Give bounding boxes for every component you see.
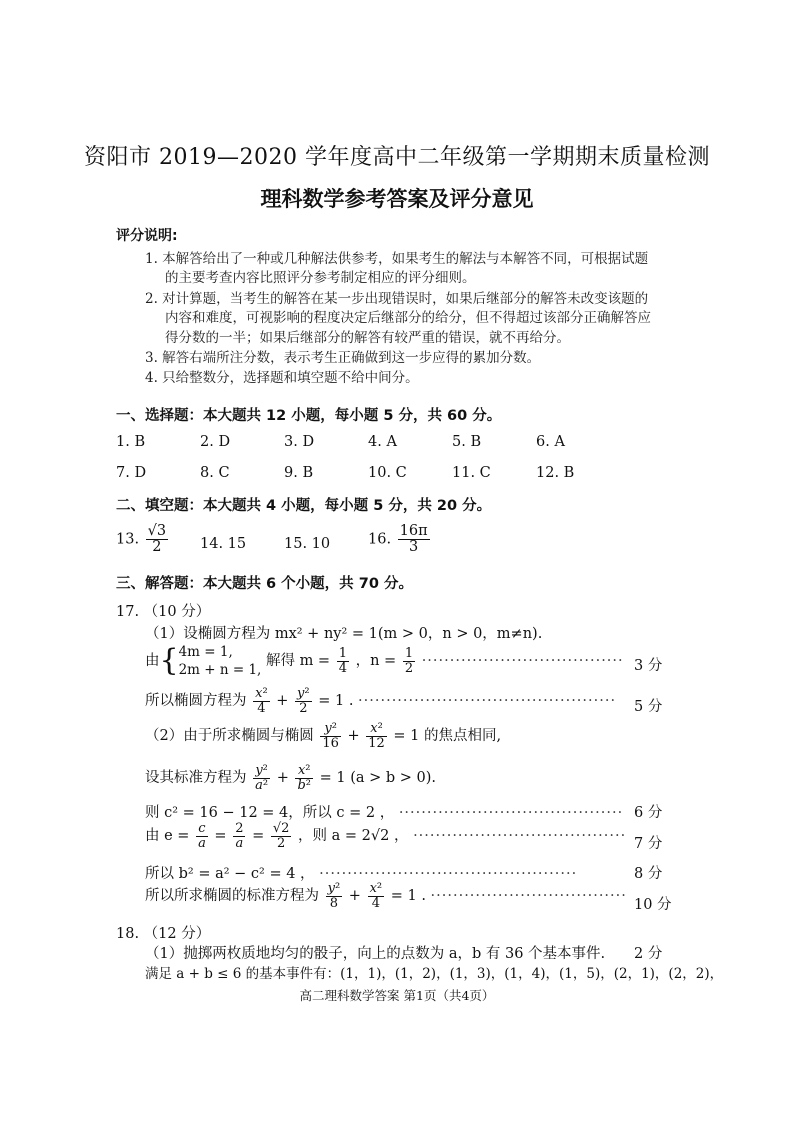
score-mark: 6 分	[634, 805, 663, 821]
choice-answer: 6. A	[536, 434, 565, 450]
q17-heading: 17. （10 分）	[116, 604, 211, 620]
note-line: 4. 只给整数分，选择题和填空题不给中间分。	[145, 370, 419, 386]
q17-line: 所以 b² = a² − c² = 4 ， ··············································	[145, 866, 578, 882]
note-line: 的主要考查内容比照评分参考制定相应的评分细则。	[165, 270, 476, 286]
score-mark: 2 分	[634, 946, 663, 962]
choice-answer: 11. C	[452, 465, 491, 481]
fill-answer-13: 13. $\frac{√3}{2}$	[116, 523, 167, 556]
choice-answer: 10. C	[368, 465, 407, 481]
choice-answer: 3. D	[284, 434, 315, 450]
q17-line: 由 e = $\frac{c}{a}$ = $\frac{2}{a}$ = $\frac{√2}{2}$ ，则 a = 2√2 ， ······································	[145, 821, 627, 851]
choice-answer: 5. B	[452, 434, 482, 450]
note-line: 得分数的一半；如果后继部分的解答有较严重的错误，就不再给分。	[165, 330, 570, 346]
choice-answer: 2. D	[200, 434, 231, 450]
note-line: 1. 本解答给出了一种或几种解法供参考，如果考生的解法与本解答不同，可根据试题	[145, 251, 649, 267]
notes-heading: 评分说明:	[116, 228, 178, 244]
score-mark: 5 分	[634, 699, 663, 715]
choice-answer: 7. D	[116, 465, 147, 481]
q18-heading: 18. （12 分）	[116, 926, 211, 942]
fill-answer-16: 16. $\frac{16\pi}{3}$	[368, 523, 428, 556]
choice-answer: 8. C	[200, 465, 230, 481]
section-fill-heading: 二、填空题：本大题共 4 小题，每小题 5 分，共 20 分。	[116, 498, 492, 514]
note-line: 3. 解答右端所注分数，表示考生正确做到这一步应得的累加分数。	[145, 350, 541, 366]
page-title: 资阳市 2019—2020 学年度高中二年级第一学期期末质量检测	[84, 145, 710, 170]
q17-line: 设其标准方程为 $\frac{\text{y²}}{\text{a²}}$ + $\frac{\text{x²}}{\text{b²}}$ = 1 (a > b > 0).	[145, 763, 437, 793]
score-mark: 3 分	[634, 658, 663, 674]
fraction: $\frac{√3}{2}$	[147, 523, 167, 556]
choice-answer: 9. B	[284, 465, 314, 481]
score-mark: 10 分	[634, 897, 672, 913]
section-solve-heading: 三、解答题：本大题共 6 个小题，共 70 分。	[116, 576, 413, 592]
note-line: 2. 对计算题，当考生的解答在某一步出现错误时，如果后继部分的解答未改变该题的	[145, 291, 649, 307]
fill-answer-15: 15. 10	[284, 536, 331, 552]
q18-line: 满足 a + b ≤ 6 的基本事件有：(1，1)，(1，2)，(1，3)，(1，4)，(1，5)，(2，1)，(2，2)，	[145, 966, 724, 982]
q17-line: 则 c² = 16 − 12 = 4，所以 c = 2 ， ········································	[145, 805, 624, 821]
section-choice-heading: 一、选择题：本大题共 12 小题，每小题 5 分，共 60 分。	[116, 408, 502, 424]
score-mark: 8 分	[634, 866, 663, 882]
q17-line: （2）由于所求椭圆与椭圆 $\frac{\text{y²}}{16}$ + $\frac{\text{x²}}{12}$ = 1 的焦点相同,	[145, 721, 502, 751]
page-subtitle: 理科数学参考答案及评分意见	[260, 187, 534, 211]
q17-line: 所以所求椭圆的标准方程为 $\frac{\text{y²}}{8}$ + $\frac{\text{x²}}{4}$ = 1 . ···································	[145, 881, 627, 911]
fraction: $\frac{16\pi}{3}$	[399, 523, 428, 556]
q17-line: 所以椭圆方程为 $\frac{\text{x²}}{4}$ + $\frac{\text{y²}}{2}$ = 1 . ··············································	[145, 686, 617, 716]
q17-line: 由{4m = 1, 2m + n = 1, 解得 m = $\frac{1}{4}$ ，n = $\frac{1}{2}$ ····································	[145, 643, 624, 679]
choice-answer: 4. A	[368, 434, 397, 450]
score-mark: 7 分	[634, 836, 663, 852]
note-line: 内容和难度，可视影响的程度决定后继部分的给分，但不得超过该部分正确解答应	[165, 310, 651, 326]
choice-answer: 1. B	[116, 434, 146, 450]
choice-answer: 12. B	[536, 465, 575, 481]
q18-line: （1）抛掷两枚质地均匀的骰子，向上的点数为 a，b 有 36 个基本事件.	[145, 946, 606, 962]
fill-answer-14: 14. 15	[200, 536, 247, 552]
q17-line: （1）设椭圆方程为 mx² + ny² = 1(m > 0，n > 0，m≠n).	[145, 626, 543, 642]
page-footer: 高二理科数学答案 第1页（共4页）	[299, 988, 495, 1003]
